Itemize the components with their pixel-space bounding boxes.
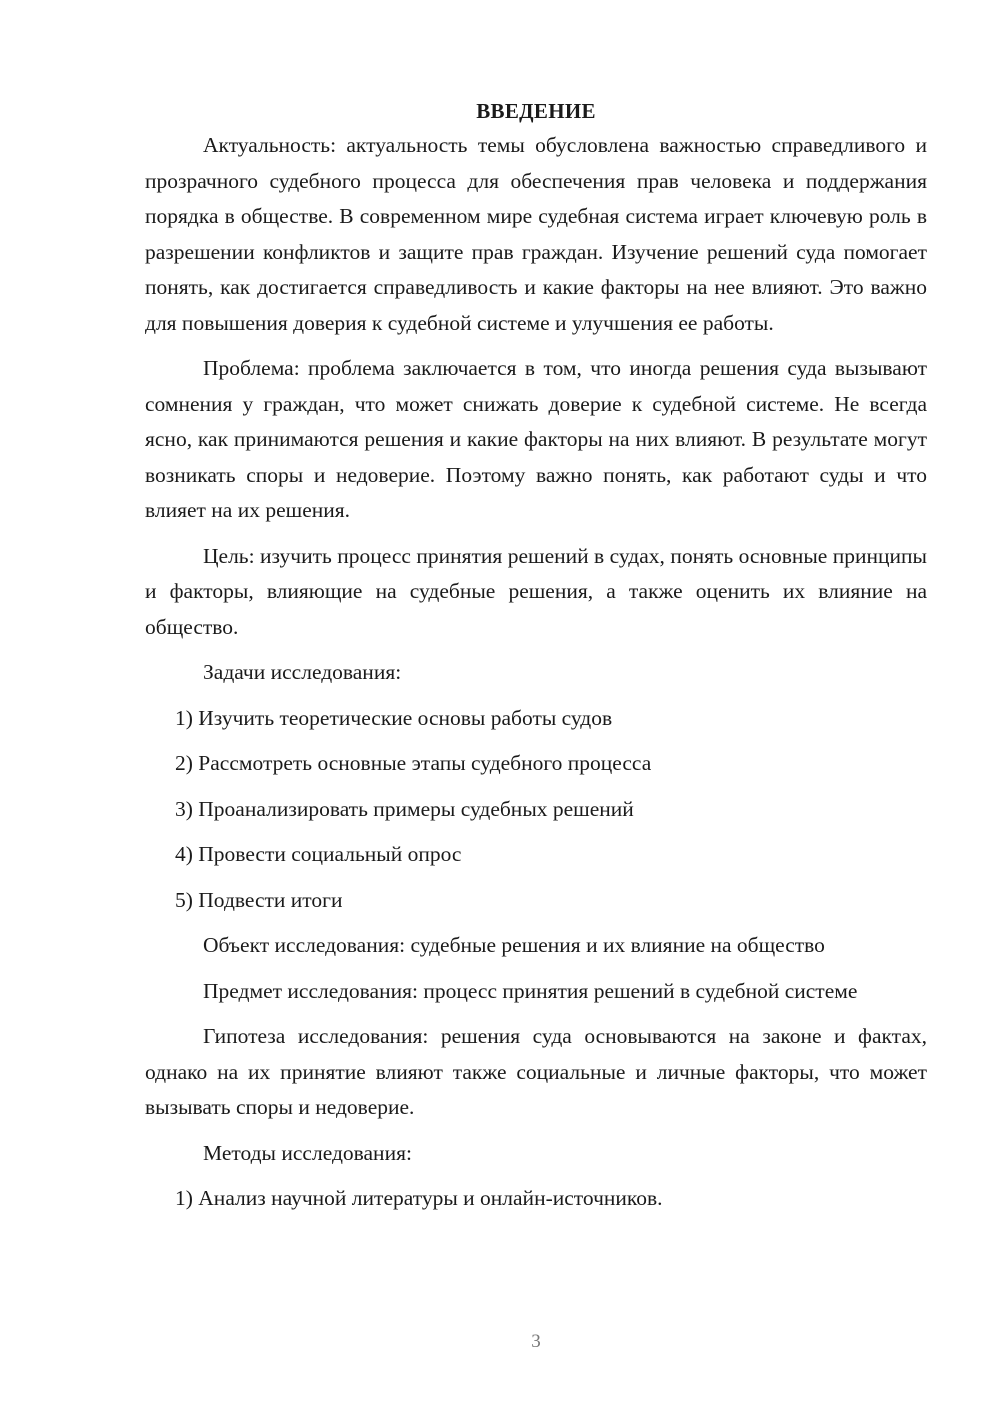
tasks-heading: Задачи исследования: xyxy=(203,660,402,684)
task-item-4: 4) Провести социальный опрос xyxy=(175,842,462,866)
subject-paragraph: Предмет исследования: процесс принятия решений в судебной системе xyxy=(203,978,858,1003)
task-item-2: 2) Рассмотреть основные этапы судебного процесса xyxy=(175,751,652,775)
object-paragraph: Объект исследования: судебные решения и их влияние на общество xyxy=(203,933,825,957)
problem-paragraph: Проблема: проблема заключается в том, что иногда решения суда вызывают сомнения у граждан, что может снижать доверие к судебной системе. Не всегда ясно, как принимаются решения и какие факторы на них влияют. В результате могут возникать споры и недоверие. Поэтому важно понять, как работают суды и что влияет на их решения. xyxy=(145,356,927,522)
document-page xyxy=(145,93,927,1227)
task-item-5: 5) Подвести итоги xyxy=(175,887,343,912)
goal-paragraph: Цель: изучить процесс принятия решений в судах, понять основные принципы и факторы, влияющие на судебные решения, а также оценить их влияние на общество. xyxy=(145,543,927,639)
task-item-1: 1) Изучить теоретические основы работы судов xyxy=(175,705,613,730)
hypothesis-paragraph: Гипотеза исследования: решения суда основываются на законе и фактах, однако на их принятие влияют также социальные и личные факторы, что может вызывать споры и недоверие. xyxy=(145,1024,927,1119)
methods-heading: Методы исследования: xyxy=(203,1140,412,1165)
page-number: 3 xyxy=(531,1331,541,1352)
page-title: ВВЕДЕНИЕ xyxy=(476,99,596,123)
task-item-3: 3) Проанализировать примеры судебных решений xyxy=(175,796,634,821)
method-item-1: 1) Анализ научной литературы и онлайн-источников. xyxy=(175,1186,663,1210)
relevance-paragraph: Актуальность: актуальность темы обусловлена важностью справедливого и прозрачного судебного процесса для обеспечения прав человека и поддержания порядка в обществе. В современном мире судебная система играет ключевую роль в разрешении конфликтов и защите прав граждан. Изучение решений суда помогает понять, как достигается справедливость и какие факторы на нее влияют. Это важно для повышения доверия к судебной системе и улучшения ее работы. xyxy=(145,133,927,335)
